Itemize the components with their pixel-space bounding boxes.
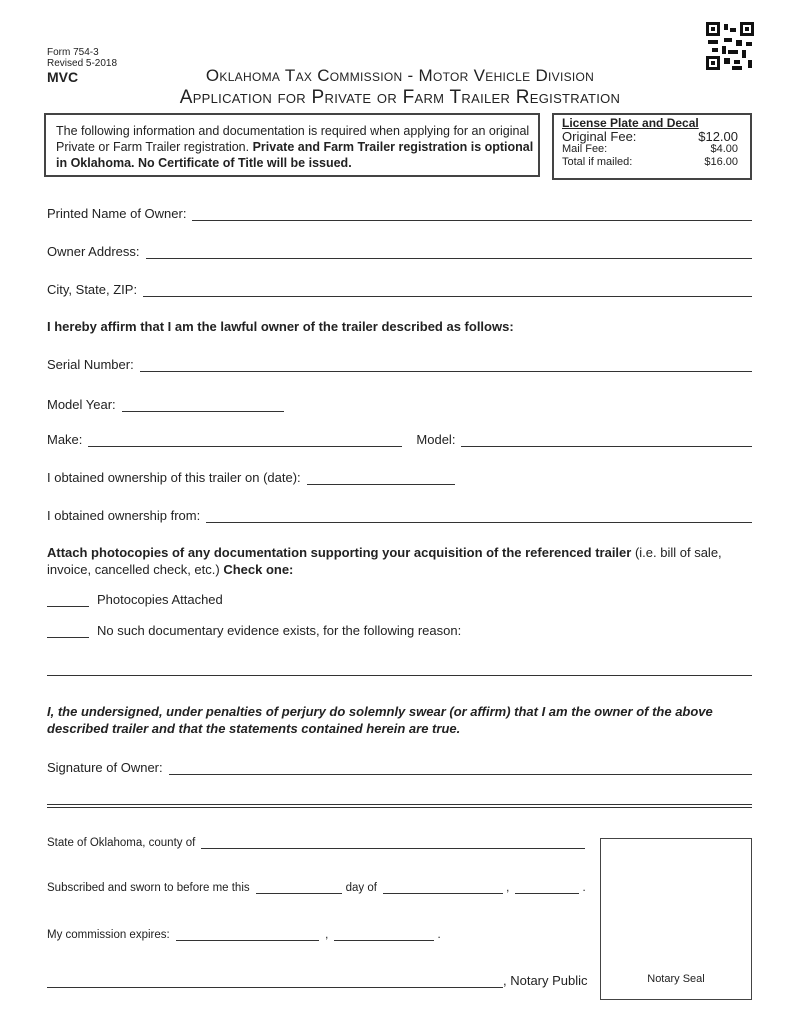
commission-expires-label: My commission expires:	[47, 929, 170, 941]
serial-number-label: Serial Number:	[47, 357, 134, 372]
county-field[interactable]	[201, 836, 585, 849]
photocopies-attached-label: Photocopies Attached	[97, 592, 223, 607]
notary-seal-label: Notary Seal	[647, 973, 705, 985]
no-evidence-check[interactable]	[47, 625, 89, 638]
fee-row: Mail Fee: $4.00	[562, 143, 738, 155]
model-year-label: Model Year:	[47, 397, 116, 412]
owner-address-field[interactable]	[146, 246, 753, 259]
owner-name-label: Printed Name of Owner:	[47, 206, 187, 221]
serial-number-field[interactable]	[140, 359, 752, 372]
subscribed-label: Subscribed and sworn to before me this	[47, 882, 250, 894]
make-label: Make:	[47, 432, 83, 447]
intro-text: The following information and documentation is required when applying for an original Private or Farm Trailer registration.	[56, 124, 530, 154]
notary-seal-box	[600, 838, 752, 1000]
city-state-zip-label: City, State, ZIP:	[47, 282, 138, 297]
reason-field[interactable]	[47, 675, 752, 676]
obtained-from-field[interactable]	[206, 510, 752, 523]
day-field[interactable]	[256, 881, 342, 894]
qr-code-icon	[706, 22, 754, 70]
county-label: State of Oklahoma, county of	[47, 837, 196, 849]
agency-name: Oklahoma Tax Commission - Motor Vehicle Division	[205, 66, 595, 85]
attach-instructions: Attach photocopies of any documentation supporting your acquisition of the referenced trailer (i.e. bill of sale, invoice, cancelled check, etc.) Check one:	[47, 545, 722, 577]
owner-name-field[interactable]	[192, 208, 752, 221]
photocopies-attached-check[interactable]	[47, 594, 89, 607]
notary-public-label: , Notary Public	[503, 973, 588, 988]
signature-label: Signature of Owner:	[47, 760, 163, 775]
form-page: Form 754-3 Revised 5-2018 MVC Oklahoma Tax Commission - Motor Vehicle Division Application for Private or Farm Trailer Registration The following information and documentation is required when applying for an original Private or Farm Trailer registration. Private and Farm Trailer registration is optional in Oklahoma. No Certificate of Title will be issued. License Plate and Decal Original Fee: $12.00 Mail Fee: $4.00 Total if mailed: $16.00 Printed Name of Owner: Owner Address: City, State, ZIP: I hereby affirm that I am the lawful owner of the trailer described as follows: Serial Number: Model Year: Make: Model: I obtained ownership of this trailer on (date): I obtained ownership from: Attach photocopies of any documentation supporting your acquisition of the referenced trailer (i.e. bill of sale, invoice, cancelled check, etc.) Check one: Photocopies Attached No such documentary evidence exists, for the following reason: I, the undersigned, under penalties of perjury do solemnly swear (or affirm) that I am the owner of the above described trailer and that the statements contained herein are true. Signature of Owner: State of Oklahoma, county of Subscribed and sworn to before me this day of , . My commission expires: , . , Notary Public Notary Seal	[0, 0, 800, 1035]
fee-row: Total if mailed: $16.00	[562, 156, 738, 168]
obtained-date-field[interactable]	[307, 472, 455, 485]
model-year-field[interactable]	[122, 399, 284, 412]
year-field[interactable]	[515, 881, 579, 894]
model-label: Model:	[416, 432, 456, 447]
fee-heading: License Plate and Decal	[562, 116, 699, 130]
month-field[interactable]	[383, 881, 503, 894]
oath-statement: I, the undersigned, under penalties of perjury do solemnly swear (or affirm) that I am the owner of the above described trailer and that the statements contained herein are true.	[47, 704, 713, 736]
affirm-statement: I hereby affirm that I am the lawful owner of the trailer described as follows:	[47, 319, 514, 334]
fee-box	[552, 113, 752, 180]
form-number: Form 754-3	[47, 47, 99, 58]
expires-date-field[interactable]	[176, 928, 319, 941]
obtained-from-label: I obtained ownership from:	[47, 508, 201, 523]
page-title: Application for Private or Farm Trailer Registration	[179, 87, 621, 108]
revised-date: Revised 5-2018	[47, 58, 118, 69]
intro-bold-text: Private and Farm Trailer registration is optional in Oklahoma. No Certificate of Title will be issued.	[56, 140, 534, 170]
fee-row: Original Fee: $12.00	[562, 129, 738, 144]
owner-address-label: Owner Address:	[47, 244, 140, 259]
section-divider	[47, 804, 752, 808]
city-state-zip-field[interactable]	[143, 284, 752, 297]
obtained-date-label: I obtained ownership of this trailer on (date):	[47, 470, 301, 485]
intro-box	[44, 113, 540, 177]
notary-signature-field[interactable]	[47, 975, 503, 988]
day-of-label: day of	[345, 882, 377, 894]
signature-field[interactable]	[169, 762, 752, 775]
division-code: MVC	[47, 69, 79, 85]
expires-year-field[interactable]	[334, 928, 434, 941]
no-evidence-label: No such documentary evidence exists, for the following reason:	[97, 623, 462, 638]
make-field[interactable]	[88, 434, 402, 447]
model-field[interactable]	[461, 434, 752, 447]
